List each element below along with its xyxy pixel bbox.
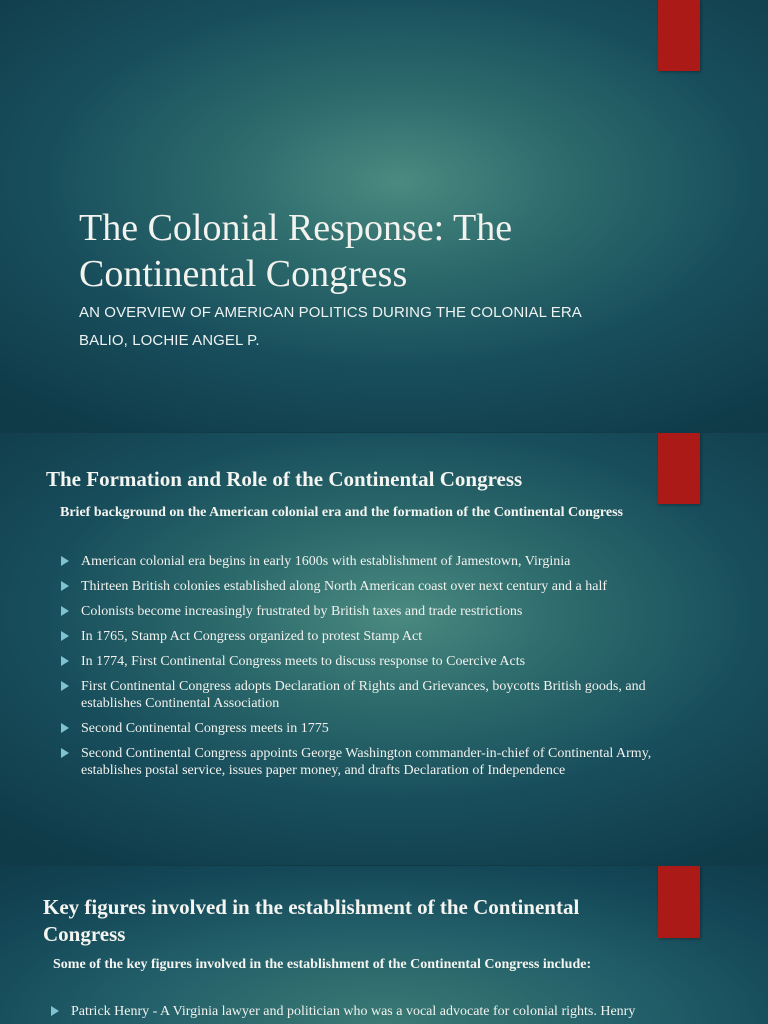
list-item: In 1774, First Continental Congress meets to discuss response to Coercive Acts: [61, 653, 666, 670]
list-item: In 1765, Stamp Act Congress organized to protest Stamp Act: [61, 628, 666, 645]
bullet-list: [61, 553, 666, 779]
bullet-arrow-icon: [61, 606, 69, 616]
bullet-list: [51, 1003, 671, 1020]
author-name: BALIO, LOCHIE ANGEL P.: [79, 332, 260, 349]
bullet-arrow-icon: [61, 581, 69, 591]
list-item: Thirteen British colonies established along North American coast over next century and a half: [61, 578, 666, 595]
list-item: Second Continental Congress appoints George Washington commander-in-chief of Continental Army, establishes postal service, issues paper money, and drafts Declaration of Independence: [61, 745, 666, 779]
bullet-arrow-icon: [61, 556, 69, 566]
bullet-arrow-icon: [61, 723, 69, 733]
key-figures-slide: [0, 866, 768, 1024]
bullet-arrow-icon: [61, 631, 69, 641]
formation-slide: [0, 433, 768, 865]
accent-bar: [658, 433, 700, 504]
slide-subtitle: AN OVERVIEW OF AMERICAN POLITICS DURING THE COLONIAL ERA: [79, 304, 582, 321]
list-item: Second Continental Congress meets in 1775: [61, 720, 666, 737]
slide-intro: Some of the key figures involved in the establishment of the Continental Congress include:: [53, 957, 592, 972]
list-item: American colonial era begins in early 1600s with establishment of Jamestown, Virginia: [61, 553, 666, 570]
bullet-arrow-icon: [61, 656, 69, 666]
accent-bar: [658, 0, 700, 71]
list-item: Patrick Henry - A Virginia lawyer and politician who was a vocal advocate for colonial rights. Henry: [51, 1003, 671, 1020]
slide-title: Key figures involved in the establishment of the Continental Congress: [43, 895, 580, 946]
list-item: Colonists become increasingly frustrated by British taxes and trade restrictions: [61, 603, 666, 620]
list-item: First Continental Congress adopts Declaration of Rights and Grievances, boycotts British goods, and establishes Continental Association: [61, 678, 666, 712]
bullet-arrow-icon: [51, 1006, 59, 1016]
title-slide: [0, 0, 768, 432]
bullet-arrow-icon: [61, 681, 69, 691]
slide-title: The Formation and Role of the Continental Congress: [46, 467, 523, 491]
bullet-arrow-icon: [61, 748, 69, 758]
slide-intro: Brief background on the American colonial era and the formation of the Continental Congress: [60, 505, 623, 520]
slide-title: The Colonial Response: The Continental Congress: [79, 207, 513, 295]
accent-bar: [658, 866, 700, 938]
